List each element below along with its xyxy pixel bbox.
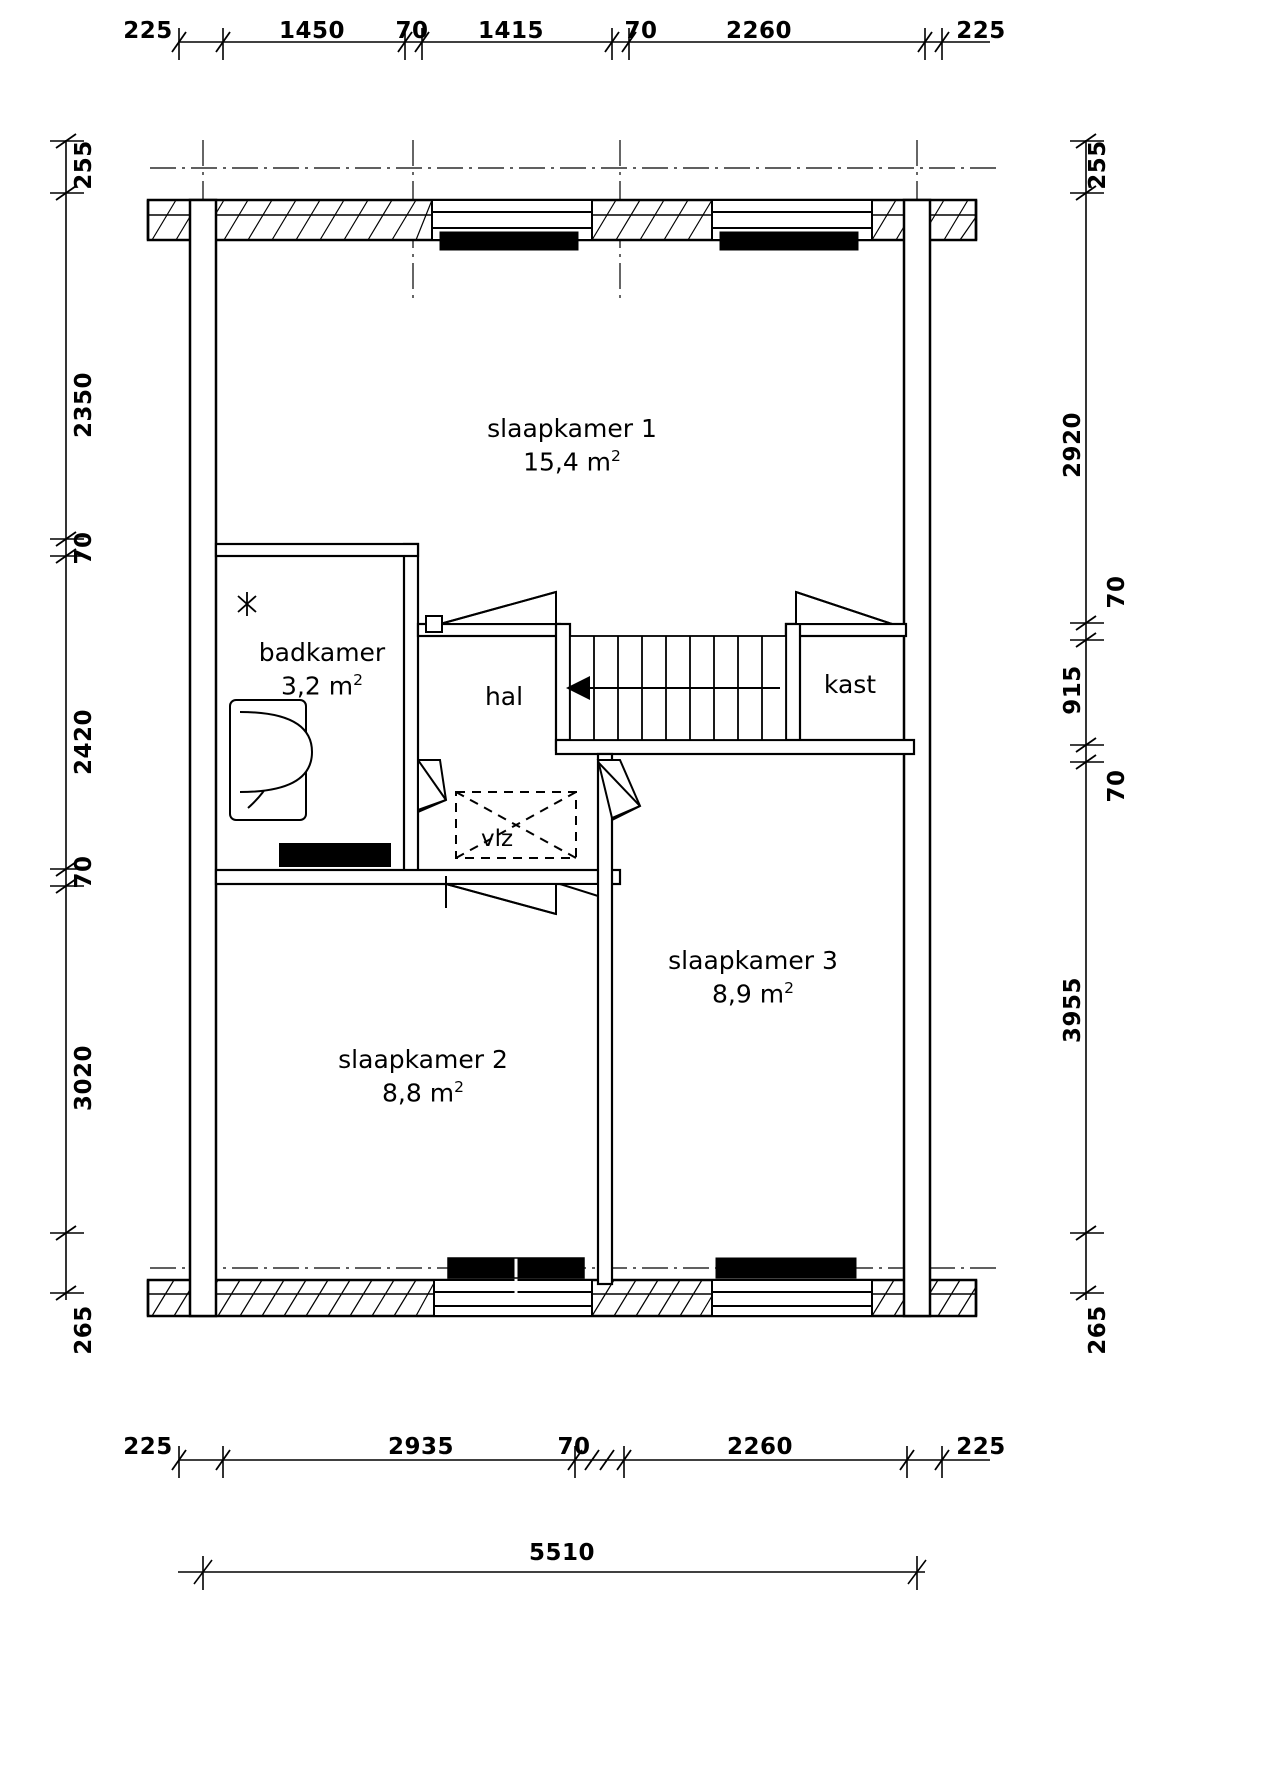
dimension-left-2: 2350 (71, 371, 97, 439)
dimension-right-6: 3955 (1060, 976, 1086, 1044)
dimension-top-4: 1415 (477, 18, 545, 44)
door-badkamer (418, 760, 446, 812)
dimension-right-4: 915 (1060, 665, 1086, 715)
dimension-left-6: 3020 (71, 1044, 97, 1112)
dimension-top-6: 2260 (725, 18, 793, 44)
left-exterior-wall (190, 200, 216, 1316)
dimension-right-1: 255 (1085, 140, 1111, 190)
bathroom-fitting-icon (238, 592, 256, 616)
dimension-bottom-5: 225 (956, 1434, 1006, 1460)
dimension-left-7: 265 (71, 1305, 97, 1355)
window-top-left (432, 200, 592, 250)
right-exterior-wall (904, 200, 930, 1316)
door-slaapkamer3 (560, 884, 598, 896)
vlz-shaft (456, 792, 576, 858)
dimension-right-5: 70 (1104, 769, 1130, 803)
room-label-vlz: vlz (480, 826, 514, 852)
dimension-right-7: 265 (1085, 1305, 1111, 1355)
room-label-slaapkamer-1: slaapkamer 1 15,4 $m^2$ (487, 414, 657, 477)
window-bottom-right (712, 1258, 872, 1316)
dimension-overall-width: 5510 (528, 1540, 596, 1566)
dimension-top-5: 70 (624, 18, 658, 44)
room-label-badkamer: badkamer 3,2 $m^2$ (258, 638, 386, 701)
dimension-top-2: 1450 (278, 18, 346, 44)
dimension-right-2: 2920 (1060, 411, 1086, 479)
room-label-kast: kast (823, 670, 877, 699)
staircase (566, 636, 786, 740)
dimension-top-7: 225 (956, 18, 1006, 44)
room-label-slaapkamer-3: slaapkamer 3 8,9 $m^2$ (668, 946, 838, 1009)
dimension-bottom-2: 2935 (387, 1434, 455, 1460)
dimension-left-5: 70 (71, 855, 97, 889)
door-slaapkamer1-right (796, 592, 892, 624)
window-top-right (712, 200, 872, 250)
dimension-left-1: 255 (71, 140, 97, 190)
right-dimension-chain (1070, 134, 1104, 1300)
dimension-top-1: 225 (123, 18, 173, 44)
dimension-right-3: 70 (1104, 575, 1130, 609)
dimension-bottom-1: 225 (123, 1434, 173, 1460)
dimension-left-3: 70 (71, 531, 97, 565)
room-label-hal: hal (484, 682, 524, 711)
dimension-top-3: 70 (395, 18, 429, 44)
dimension-bottom-4: 2260 (726, 1434, 794, 1460)
shower-base (280, 844, 390, 866)
window-bottom-left (434, 1258, 592, 1316)
room-label-slaapkamer-2: slaapkamer 2 8,8 $m^2$ (338, 1045, 508, 1108)
dimension-bottom-3: 70 (557, 1434, 591, 1460)
dimension-left-4: 2420 (71, 708, 97, 776)
